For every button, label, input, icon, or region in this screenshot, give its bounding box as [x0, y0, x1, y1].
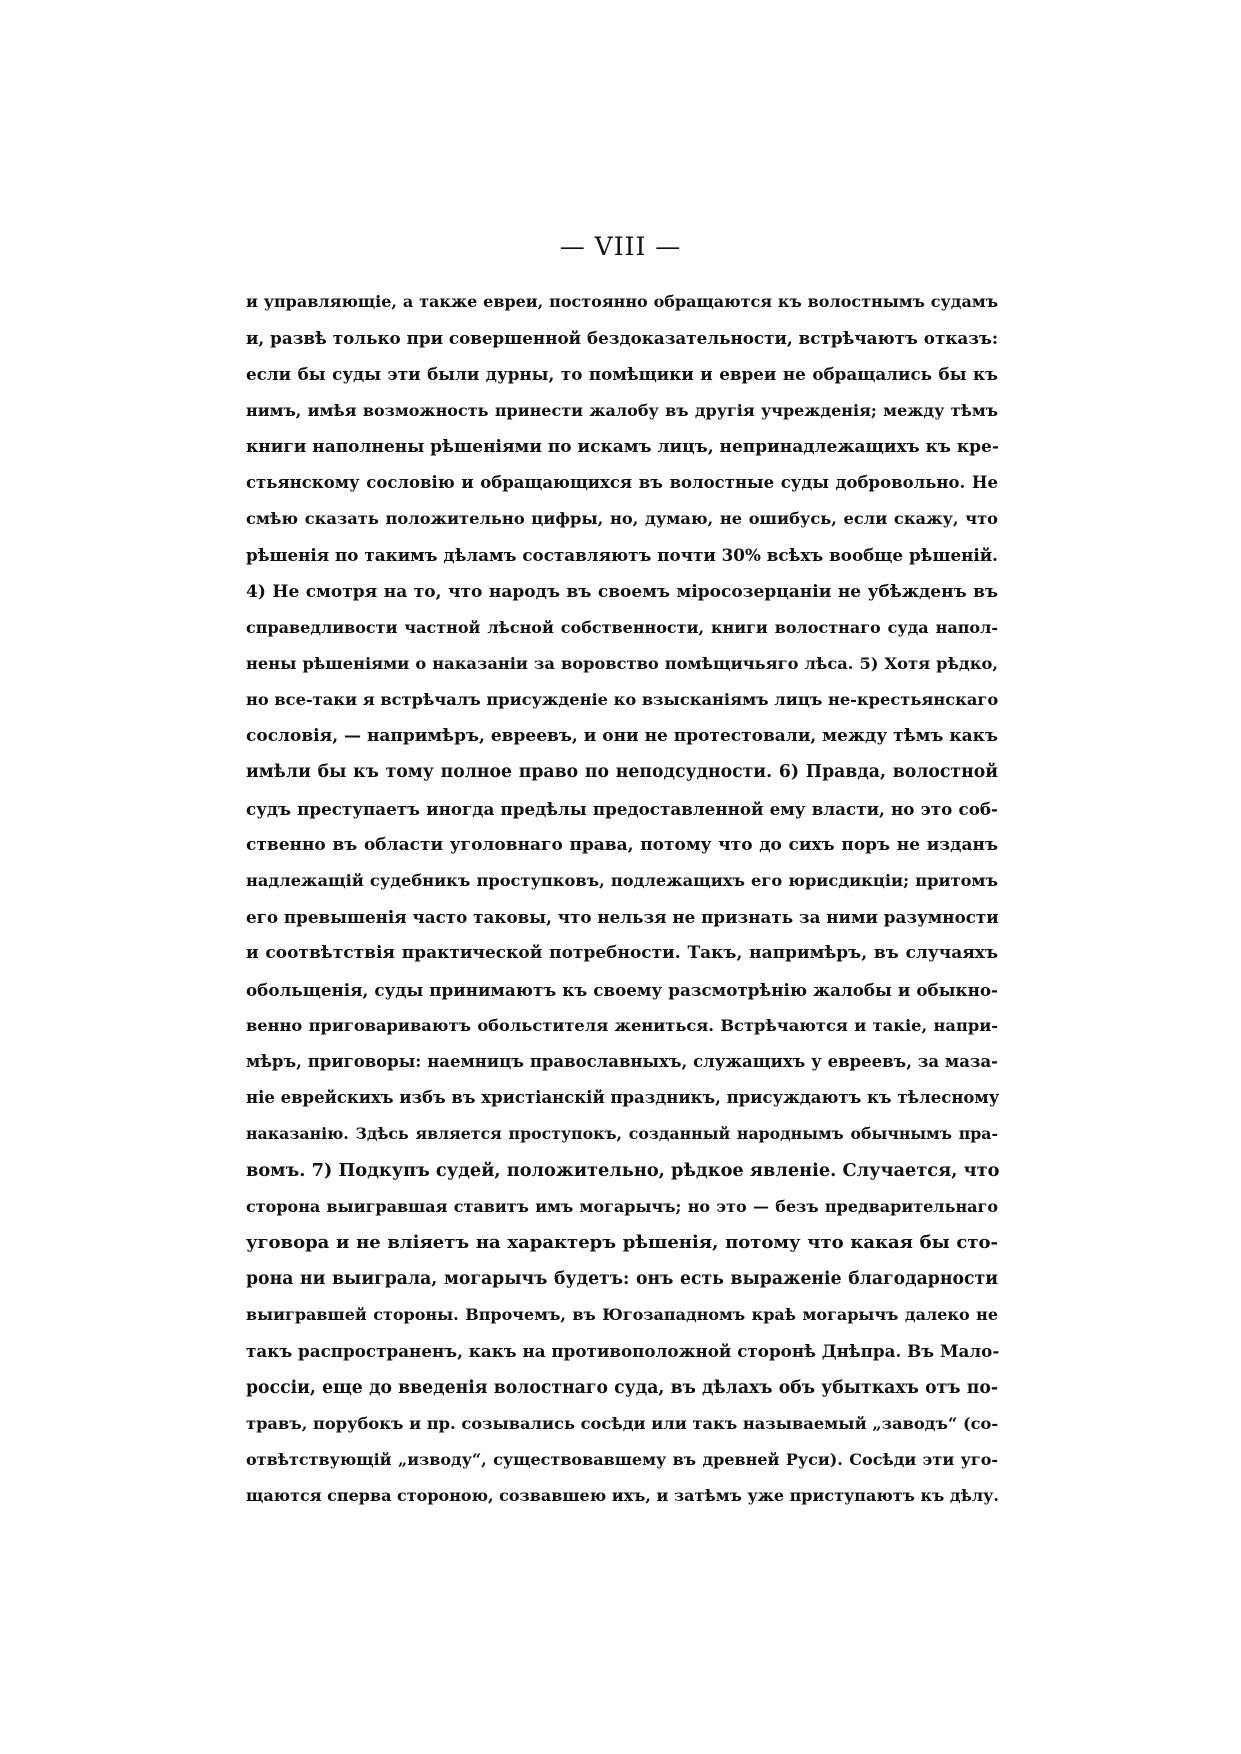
body-text: [246, 284, 998, 1514]
text-line: наказанію. Здѣсь является проступокъ, созданный народнымъ обычнымъ пра-: [246, 1124, 998, 1144]
text-line: стьянскому сословію и обращающихся въ волостные суды добровольно. Не: [246, 472, 998, 492]
text-line: россіи, еще до введенія волостнаго суда, въ дѣлахъ объ убыткахъ отъ по-: [246, 1377, 998, 1398]
page-number: — VIII —: [559, 232, 682, 261]
text-line: нимъ, имѣя возможность принести жалобу въ другія учрежденія; между тѣмъ: [246, 400, 998, 420]
text-line: рона ни выиграла, могарычъ будетъ: онъ есть выраженіе благодарности: [246, 1269, 998, 1290]
text-line: но все-таки я встрѣчалъ присужденіе ко взысканіямъ лицъ не-крестьянскаго: [246, 690, 999, 710]
text-line: вомъ. 7) Подкупъ судей, положительно, рѣдкое явленіе. Случается, что: [246, 1159, 1000, 1181]
text-line: отвѣтствующій „изводу“, существовавшему въ древней Руси). Сосѣди эти уго-: [246, 1450, 998, 1469]
text-line: венно приговариваютъ обольстителя жениться. Встрѣчаются и такіе, напри-: [246, 1015, 998, 1035]
text-line: выигравшей стороны. Впрочемъ, въ Югозападномъ краѣ могарычъ далеко не: [246, 1305, 998, 1325]
text-line: сословія, — напримѣръ, евреевъ, и они не протестовали, между тѣмъ какъ: [246, 726, 998, 747]
text-line: сторона выигравшая ставитъ имъ могарычъ; но это — безъ предварительнаго: [246, 1196, 998, 1216]
text-line: и соотвѣтствія практической потребности. Такъ, напримѣръ, въ случаяхъ: [246, 943, 998, 964]
text-line: рѣшенія по такимъ дѣламъ составляютъ почти 30% всѣхъ вообще рѣшеній.: [246, 545, 998, 566]
text-line: надлежащій судебникъ проступковъ, подлежащихъ его юрисдикціи; притомъ: [246, 871, 998, 890]
text-line: щаются сперва стороною, созвавшею ихъ, и затѣмъ уже приступаютъ къ дѣлу.: [246, 1486, 999, 1506]
text-line: мѣръ, приговоры: наемницъ православныхъ, служащихъ у евреевъ, за маза-: [246, 1051, 998, 1071]
text-line: судъ преступаетъ иногда предѣлы предоставленной ему власти, но это соб-: [246, 798, 998, 819]
text-line: смѣю сказать положительно цифры, но, думаю, не ошибусь, если скажу, что: [246, 509, 998, 529]
text-line: такъ распространенъ, какъ на противоположной сторонѣ Днѣпра. Въ Мало-: [246, 1341, 1000, 1362]
text-line: 4) Не смотря на то, что народъ въ своемъ міросозерцаніи не убѣжденъ въ: [246, 581, 998, 602]
text-line: нены рѣшеніями о наказаніи за воровство помѣщичьяго лѣса. 5) Хотя рѣдко,: [246, 653, 998, 673]
text-line: и, развѣ только при совершенной бездоказательности, встрѣчаютъ отказъ:: [246, 328, 998, 349]
text-line: обольщенія, суды принимаютъ къ своему разсмотрѣнію жалобы и обыкно-: [246, 979, 998, 1000]
text-line: уговора и не вліяетъ на характеръ рѣшенія, потому что какая бы сто-: [246, 1231, 998, 1253]
text-line: справедливости частной лѣсной собственности, книги волостнаго суда напол-: [246, 617, 998, 637]
text-line: и управляющіе, а также евреи, постоянно обращаются къ волостнымъ судамъ: [246, 292, 998, 311]
text-line: если бы суды эти были дурны, то помѣщики и евреи не обращались бы къ: [246, 364, 998, 385]
text-line: ніе еврейскихъ избъ въ христіанскій праздникъ, присуждаютъ къ тѣлесному: [246, 1088, 1000, 1108]
text-line: его превышенія часто таковы, что нельзя не признать за ними разумности: [246, 907, 999, 928]
text-line: ственно въ области уголовнаго права, потому что до сихъ поръ не изданъ: [246, 834, 998, 855]
text-line: книги наполнены рѣшеніями по искамъ лицъ, непринадлежащихъ къ кре-: [246, 436, 999, 457]
text-line: травъ, порубокъ и пр. созывались сосѣди или такъ называемый „заводъ“ (со-: [246, 1413, 999, 1433]
text-line: имѣли бы къ тому полное право по неподсудности. 6) Правда, волостной: [246, 762, 998, 783]
